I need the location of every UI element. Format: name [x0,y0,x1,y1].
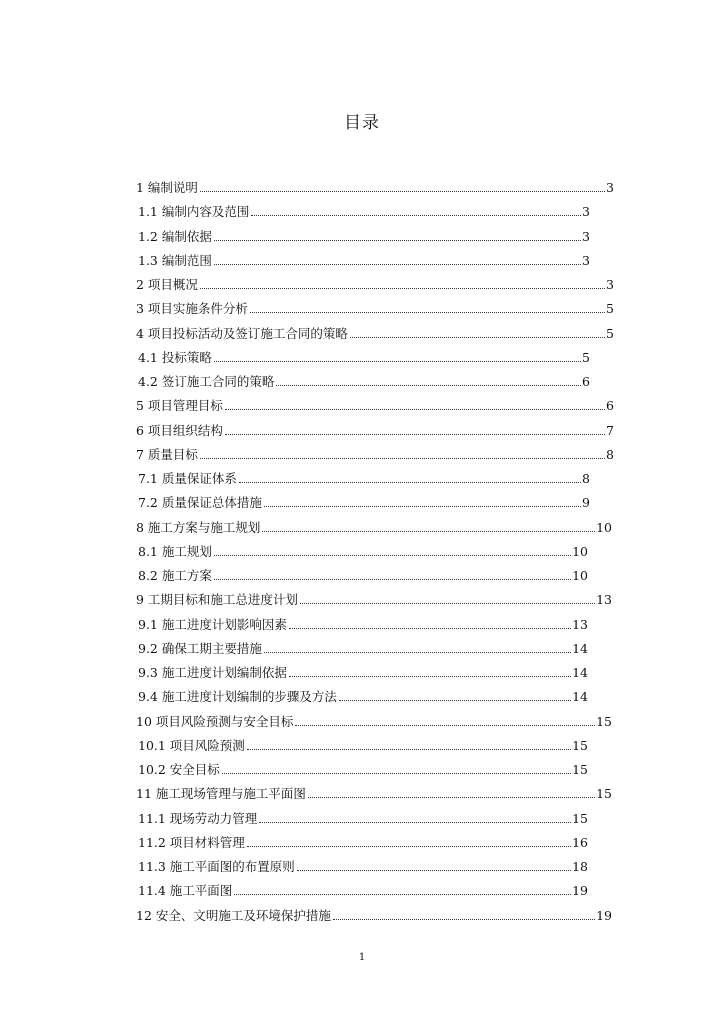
toc-entry-label: 11.1 现场劳动力管理 [138,810,258,826]
toc-entry[interactable] [138,200,590,220]
toc-entry[interactable] [138,637,588,657]
toc-entry-page: 3 [582,252,590,268]
toc-entry-page: 15 [572,762,588,777]
toc-entry[interactable] [136,710,612,730]
toc-entry-page: 8 [582,471,590,486]
toc-dot-leader [214,263,581,265]
toc-entry[interactable] [138,467,590,487]
toc-dot-leader [225,433,605,435]
toc-entry-page: 19 [572,883,588,899]
toc-entry-label: 8.1 施工规划 [138,543,212,559]
toc-dot-leader [214,578,571,580]
toc-entry-label: 7.2 质量保证总体措施 [138,495,262,511]
toc-entry[interactable] [138,564,588,584]
toc-entry-page: 18 [572,859,588,874]
toc-dot-leader [297,869,571,871]
toc-entry[interactable] [136,588,612,608]
toc-entry-label: 2 项目概况 [136,277,198,292]
toc-entry-page: 3 [582,204,590,220]
toc-dot-leader [214,360,581,362]
toc-dot-leader [250,311,605,313]
toc-entry-label: 9 工期目标和施工总进度计划 [136,592,298,608]
toc-entry-label: 3 项目实施条件分析 [136,301,248,317]
toc-entry[interactable] [136,904,612,924]
toc-dot-leader [222,772,571,774]
toc-entry-label: 5 项目管理目标 [136,398,223,414]
toc-entry-label: 9.1 施工进度计划影响因素 [138,616,287,632]
toc-entry-label: 11.4 施工平面图 [138,883,233,899]
toc-entry-label: 1 编制说明 [136,180,198,195]
toc-dot-leader [214,239,581,241]
toc-entry-label: 11.2 项目材料管理 [138,834,245,850]
toc-entry-page: 3 [582,228,590,244]
toc-entry-page: 8 [606,446,614,462]
toc-entry-label: 12 安全、文明施工及环境保护措施 [136,907,331,923]
toc-entry[interactable] [136,176,614,196]
toc-entry[interactable] [138,855,588,875]
toc-entry[interactable] [136,322,614,342]
toc-dot-leader [247,845,571,847]
toc-entry-page: 15 [572,737,588,753]
toc-entry-page: 14 [572,665,588,680]
toc-entry[interactable] [138,685,588,705]
toc-dot-leader [289,675,571,677]
toc-dot-leader [214,554,571,556]
toc-entry-label: 4.1 投标策略 [138,349,212,365]
toc-dot-leader [300,602,595,604]
toc-entry-label: 1.2 编制依据 [138,228,212,244]
toc-entry-label: 9.2 确保工期主要措施 [138,640,262,656]
toc-entry[interactable] [138,249,590,269]
toc-entry-label: 9.3 施工进度计划编制依据 [138,665,287,680]
toc-entry[interactable] [136,394,614,414]
toc-entry-label: 8.2 施工方案 [138,568,212,583]
toc-dot-leader [289,627,571,629]
toc-dot-leader [339,699,571,701]
toc-entry-page: 13 [596,592,612,608]
toc-dot-leader [251,214,581,216]
toc-entry-page: 5 [582,349,590,365]
toc-dot-leader [259,821,571,823]
toc-entry-page: 3 [606,180,614,195]
toc-entry-label: 10 项目风险预测与安全目标 [136,713,294,729]
toc-dot-leader [225,408,605,410]
toc-entry-label: 6 项目组织结构 [136,422,223,438]
toc-dot-leader [276,384,581,386]
toc-entry[interactable] [136,516,612,536]
toc-entry[interactable] [138,613,588,633]
toc-entry-label: 11.3 施工平面图的布置原则 [138,859,295,874]
toc-entry[interactable] [138,370,590,390]
toc-entry-page: 15 [572,810,588,826]
toc-dot-leader [200,457,605,459]
toc-entry-label: 4 项目投标活动及签订施工合同的策略 [136,325,348,341]
toc-entry[interactable] [138,346,590,366]
toc-entry-page: 10 [596,519,612,535]
toc-entry-page: 5 [606,301,614,317]
toc-entry[interactable] [138,879,588,899]
toc-entry-page: 10 [572,568,588,583]
toc-entry-label: 11 施工现场管理与施工平面图 [136,786,306,802]
toc-entry[interactable] [138,831,588,851]
toc-entry-page: 3 [606,277,614,292]
toc-entry-page: 15 [596,786,612,802]
toc-entry-label: 4.2 签订施工合同的策略 [138,374,275,389]
toc-entry-label: 7 质量目标 [136,446,198,462]
toc-dot-leader [247,748,571,750]
toc-entry[interactable] [138,491,590,511]
toc-entry[interactable] [138,734,588,754]
page-title: 目录 [344,113,380,133]
toc-dot-leader [234,893,571,895]
toc-entry[interactable] [136,443,614,463]
toc-entry-page: 14 [572,689,588,705]
toc-dot-leader [262,530,595,532]
toc-entry[interactable] [138,225,590,245]
toc-entry-page: 5 [606,325,614,341]
toc-entry-page: 13 [572,616,588,632]
toc-entry-page: 14 [572,640,588,656]
toc-entry[interactable] [138,661,588,681]
toc-entry-label: 10.1 项目风险预测 [138,737,245,753]
toc-entry[interactable] [138,807,588,827]
toc-entry[interactable] [136,297,614,317]
toc-entry[interactable] [136,273,614,293]
toc-entry-page: 16 [572,834,588,850]
toc-entry-page: 6 [582,374,590,389]
toc-entry-label: 8 施工方案与施工规划 [136,519,261,535]
toc-dot-leader [200,287,605,289]
toc-entry[interactable] [136,419,614,439]
toc-dot-leader [264,505,581,507]
toc-entry-page: 15 [596,713,612,729]
table-of-contents [0,176,724,936]
toc-entry[interactable] [138,758,588,778]
toc-entry-page: 7 [606,422,614,438]
toc-entry-label: 10.2 安全目标 [138,762,220,777]
toc-dot-leader [239,481,581,483]
toc-entry-label: 7.1 质量保证体系 [138,471,237,486]
toc-entry-label: 1.3 编制范围 [138,252,212,268]
toc-dot-leader [264,651,571,653]
toc-dot-leader [350,336,605,338]
toc-dot-leader [200,190,605,192]
toc-entry-page: 10 [572,543,588,559]
toc-dot-leader [295,724,595,726]
toc-entry-page: 19 [596,907,612,923]
toc-entry[interactable] [136,782,612,802]
toc-dot-leader [308,796,595,798]
footer-page-number: 1 [358,952,366,963]
toc-entry[interactable] [138,540,588,560]
toc-dot-leader [333,918,595,920]
toc-entry-label: 9.4 施工进度计划编制的步骤及方法 [138,689,337,705]
toc-entry-label: 1.1 编制内容及范围 [138,204,250,220]
toc-entry-page: 9 [582,495,590,511]
toc-entry-page: 6 [606,398,614,414]
